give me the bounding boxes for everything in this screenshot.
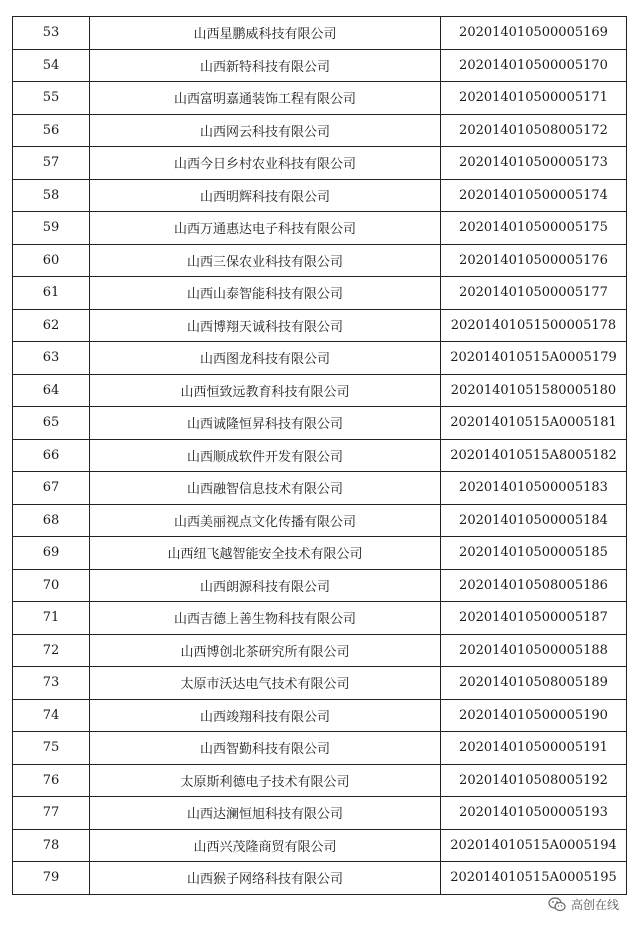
company-list-table [12,16,627,895]
table-row [13,732,627,765]
table-row [13,862,627,895]
company-name-cell: 山西融智信息技术有限公司 [90,472,441,505]
table-row [13,797,627,830]
row-number-cell: 77 [13,797,90,830]
company-name-cell: 山西美丽视点文化传播有限公司 [90,504,441,537]
company-name-cell: 山西明辉科技有限公司 [90,179,441,212]
company-name-cell: 山西兴茂隆商贸有限公司 [90,829,441,862]
watermark-label: 高创在线 [570,898,619,912]
row-number-cell: 54 [13,49,90,82]
table-row [13,569,627,602]
company-name-cell: 山西图龙科技有限公司 [90,342,441,375]
table-row [13,244,627,277]
row-number-cell: 76 [13,764,90,797]
table-row [13,829,627,862]
registration-code-cell: 202014010500005188 [441,634,627,667]
company-name-cell: 山西纽飞越智能安全技术有限公司 [90,537,441,570]
company-name-cell: 山西博翔天诚科技有限公司 [90,309,441,342]
row-number-cell: 67 [13,472,90,505]
company-name-cell: 山西万通惠达电子科技有限公司 [90,212,441,245]
table-row [13,439,627,472]
company-name-cell: 山西顺成软件开发有限公司 [90,439,441,472]
registration-code-cell: 202014010515A0005181 [441,407,627,440]
table-row [13,212,627,245]
row-number-cell: 79 [13,862,90,895]
row-number-cell: 60 [13,244,90,277]
row-number-cell: 69 [13,537,90,570]
row-number-cell: 56 [13,114,90,147]
registration-code-cell: 202014010500005187 [441,602,627,635]
row-number-cell: 55 [13,82,90,115]
table-row [13,699,627,732]
company-name-cell: 山西智勤科技有限公司 [90,732,441,765]
row-number-cell: 72 [13,634,90,667]
company-name-cell: 山西竣翔科技有限公司 [90,699,441,732]
company-name-cell: 山西三保农业科技有限公司 [90,244,441,277]
row-number-cell: 71 [13,602,90,635]
table-row [13,114,627,147]
registration-code-cell: 202014010500005193 [441,797,627,830]
table-row [13,342,627,375]
company-name-cell: 山西吉德上善生物科技有限公司 [90,602,441,635]
row-number-cell: 61 [13,277,90,310]
table-row [13,472,627,505]
company-name-cell: 太原市沃达电气技术有限公司 [90,667,441,700]
table-row [13,17,627,50]
table-row [13,179,627,212]
registration-code-cell: 202014010500005171 [441,82,627,115]
table-row [13,634,627,667]
company-name-cell: 山西今日乡村农业科技有限公司 [90,147,441,180]
company-name-cell: 太原斯利德电子技术有限公司 [90,764,441,797]
table-row [13,667,627,700]
company-name-cell: 山西达澜恒旭科技有限公司 [90,797,441,830]
table-row [13,277,627,310]
registration-code-cell: 202014010500005191 [441,732,627,765]
registration-code-cell: 202014010500005175 [441,212,627,245]
table-row [13,49,627,82]
row-number-cell: 63 [13,342,90,375]
row-number-cell: 58 [13,179,90,212]
row-number-cell: 64 [13,374,90,407]
registration-code-cell: 202014010515A8005182 [441,439,627,472]
registration-code-cell: 202014010500005176 [441,244,627,277]
registration-code-cell: 202014010508005172 [441,114,627,147]
registration-code-cell: 202014010500005169 [441,17,627,50]
registration-code-cell: 202014010500005185 [441,537,627,570]
registration-code-cell: 202014010500005184 [441,504,627,537]
row-number-cell: 75 [13,732,90,765]
registration-code-cell: 202014010500005183 [441,472,627,505]
registration-code-cell: 202014010515A0005194 [441,829,627,862]
table-row [13,504,627,537]
company-name-cell: 山西富明嘉通装饰工程有限公司 [90,82,441,115]
table-row [13,537,627,570]
registration-code-cell: 202014010500005190 [441,699,627,732]
company-name-cell: 山西猴子网络科技有限公司 [90,862,441,895]
row-number-cell: 68 [13,504,90,537]
wechat-icon [548,897,566,912]
table-row [13,407,627,440]
table-row [13,147,627,180]
table-body [13,17,627,895]
row-number-cell: 70 [13,569,90,602]
registration-code-cell: 202014010508005192 [441,764,627,797]
company-name-cell: 山西星鹏威科技有限公司 [90,17,441,50]
registration-code-cell: 202014010500005177 [441,277,627,310]
row-number-cell: 57 [13,147,90,180]
company-name-cell: 山西朗源科技有限公司 [90,569,441,602]
table-row [13,82,627,115]
row-number-cell: 65 [13,407,90,440]
company-name-cell: 山西新特科技有限公司 [90,49,441,82]
table-row [13,309,627,342]
table-row [13,602,627,635]
company-name-cell: 山西恒致远教育科技有限公司 [90,374,441,407]
registration-code-cell: 202014010508005189 [441,667,627,700]
registration-code-cell: 202014010508005186 [441,569,627,602]
registration-code-cell: 202014010515A0005179 [441,342,627,375]
registration-code-cell: 202014010500005173 [441,147,627,180]
row-number-cell: 74 [13,699,90,732]
row-number-cell: 53 [13,17,90,50]
registration-code-cell: 202014010500005170 [441,49,627,82]
row-number-cell: 78 [13,829,90,862]
company-name-cell: 山西山泰智能科技有限公司 [90,277,441,310]
company-name-cell: 山西诚隆恒昇科技有限公司 [90,407,441,440]
row-number-cell: 73 [13,667,90,700]
registration-code-cell: 202014010500005174 [441,179,627,212]
registration-code-cell: 20201401051500005178 [441,309,627,342]
row-number-cell: 59 [13,212,90,245]
watermark [545,895,622,914]
table-row [13,764,627,797]
registration-code-cell: 202014010515A0005195 [441,862,627,895]
row-number-cell: 66 [13,439,90,472]
company-name-cell: 山西网云科技有限公司 [90,114,441,147]
table-row [13,374,627,407]
company-name-cell: 山西博创北茶研究所有限公司 [90,634,441,667]
row-number-cell: 62 [13,309,90,342]
registration-code-cell: 20201401051580005180 [441,374,627,407]
